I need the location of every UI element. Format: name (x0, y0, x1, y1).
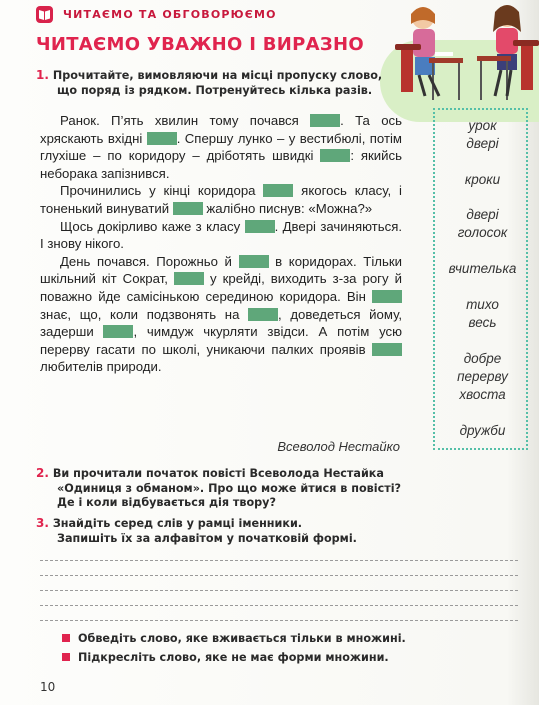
task-1-line-2: що поряд із рядком. Потренуйтесь кілька разів. (57, 83, 373, 97)
task-2-line-1: Ви прочитали початок повісті Всеволода Нестайка (52, 467, 384, 480)
paragraph-2: Прочинились у кінці коридора якогось класу, і тоненький винуватий жалібно писнув: «Можна?» (40, 183, 402, 216)
blank-gap (372, 343, 402, 356)
task-1-line-1: Прочитайте, вимовляючи на місці пропуску слово, (52, 69, 383, 82)
word-item: весь (468, 315, 497, 330)
paragraph-4: День почався. Порожньо й в коридорах. Тільки шкільний кіт Сократ, у крейді, виходить з-за рогу й поважно йде самісінькою серединою коридора. Він знає, що, коли подзвонять на , доведеться йому, задерши , чимдуж чкурляти звідси. А потім усю перерву гасати по школі, уникаючи палких проявів любителів природи. (40, 253, 403, 375)
bullet-instruction-2: Підкресліть слово, яке не має форми множини. (62, 651, 389, 664)
blank-gap (245, 220, 275, 233)
task-1-number: 1. (36, 68, 49, 82)
word-item: добре (463, 351, 502, 366)
task-3-number: 3. (36, 516, 49, 530)
bullet-square-icon (62, 634, 70, 642)
task-2-number: 2. (36, 466, 49, 480)
task-3-line-2: Запишіть їх за алфавітом у початковій формі. (57, 531, 357, 545)
writing-line[interactable] (40, 560, 518, 561)
blank-gap (248, 308, 278, 321)
word-item: перерву (457, 369, 508, 384)
word-item: тихо (466, 297, 499, 312)
blank-gap (239, 255, 269, 268)
blank-gap (173, 202, 203, 215)
bullet-instruction-1: Обведіть слово, яке вживається тільки в множині. (62, 632, 406, 645)
word-item: двері (466, 136, 499, 151)
task-2-line-2: «Одиниця з обманом». Про що може йтися в повісті? (57, 481, 402, 495)
task-2 (36, 466, 401, 511)
paragraph-3: Щось докірливо каже з класу . Двері зачиняються. І знову нікого. (40, 218, 402, 252)
word-item: дружби (459, 423, 506, 438)
section-label: ЧИТАЄМО ТА ОБГОВОРЮЄМО (63, 7, 277, 21)
word-item: хвоста (459, 387, 506, 402)
blank-gap (174, 272, 204, 285)
blank-gap (310, 114, 340, 127)
writing-line[interactable] (40, 575, 518, 576)
task-2-line-3: Де і коли відбувається дія твору? (57, 496, 276, 509)
students-at-desks-illustration (395, 0, 539, 112)
word-item: урок (468, 118, 497, 133)
bullet-square-icon (62, 653, 70, 661)
writing-line[interactable] (40, 620, 518, 621)
writing-line[interactable] (40, 605, 518, 606)
section-header (36, 4, 277, 24)
word-item: двері (466, 207, 499, 222)
writing-line[interactable] (40, 590, 518, 591)
passage-author: Всеволод Нестайко (277, 439, 400, 454)
blank-gap (147, 132, 177, 145)
word-item: вчителька (448, 261, 517, 276)
word-item: голосок (457, 225, 508, 240)
blank-gap (372, 290, 402, 303)
blank-gap (263, 184, 293, 197)
blank-gap (320, 149, 350, 162)
page-number: 10 (40, 680, 56, 694)
word-frame (433, 108, 528, 450)
task-3-line-1: Знайдіть серед слів у рамці іменники. (52, 517, 303, 530)
task-1 (36, 68, 382, 98)
blank-gap (103, 325, 133, 338)
reading-passage (40, 112, 402, 376)
word-item: кроки (464, 172, 501, 187)
paragraph-1: Ранок. П’ять хвилин тому почався . Та ось хряскають вхідні . Спершу лунко – у вестибюлі, потім глухіше – по коридору – дріботять швидкі : якийсь неборака запізнився. (40, 113, 403, 181)
page-title: ЧИТАЄМО УВАЖНО І ВИРАЗНО (36, 34, 364, 55)
task-3 (36, 516, 357, 546)
book-icon (36, 6, 53, 23)
